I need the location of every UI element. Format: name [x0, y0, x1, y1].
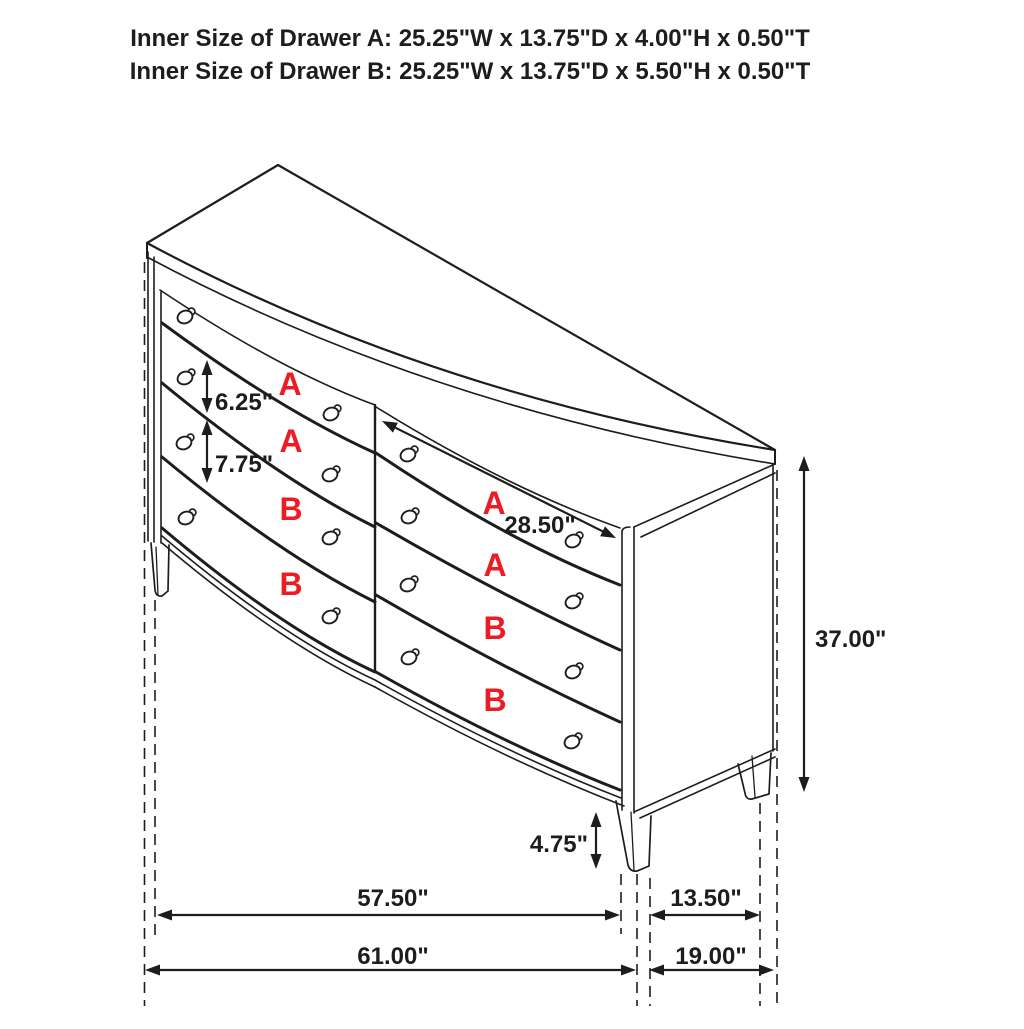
dimension-side-depth-legs — [650, 885, 760, 921]
dimension-label-side-depth-legs: 13.50" — [670, 885, 742, 912]
dresser-edge — [752, 756, 755, 797]
drawer-label-right-0: A — [482, 485, 506, 521]
dresser-edge — [641, 473, 775, 537]
drawer-knob-icon — [321, 529, 340, 546]
drawer-knob-icon — [175, 434, 194, 451]
drawer-label-left-3: B — [279, 566, 303, 602]
drawer-knob-icon — [400, 649, 419, 666]
dresser-edge — [622, 527, 630, 531]
dimension-label-drawer-width: 28.50" — [504, 512, 576, 539]
dresser-edge — [147, 243, 775, 450]
dresser-edge — [162, 457, 375, 602]
dimension-leg-height — [530, 812, 602, 869]
dresser-edge — [162, 323, 375, 453]
drawer-knob-icon — [399, 446, 418, 463]
drawer-letters — [278, 366, 506, 718]
drawer-label-right-3: B — [483, 682, 507, 718]
dimension-drawer-a-height — [202, 360, 274, 416]
dimension-drawer-b-height — [202, 420, 274, 483]
dresser-line-art — [145, 165, 778, 1006]
dimension-label-leg-height: 4.75" — [529, 831, 588, 858]
dimension-label-drawer-b-height: 7.75" — [215, 451, 274, 478]
dimension-label-total-width: 61.00" — [357, 943, 429, 970]
dresser-edge — [631, 812, 634, 870]
drawer-knob-icon — [321, 466, 340, 483]
drawer-label-left-0: A — [278, 366, 302, 402]
drawer-knob-icon — [321, 608, 340, 625]
dresser-edge — [162, 528, 375, 672]
drawer-label-right-1: A — [483, 547, 507, 583]
dimension-label-drawer-a-height: 6.25" — [215, 389, 274, 416]
drawer-knob-icon — [399, 576, 418, 593]
dresser-edge — [151, 543, 169, 596]
drawer-knob-icon — [177, 509, 196, 526]
dresser-edge — [162, 536, 375, 680]
title-line-2: Inner Size of Drawer B: 25.25"W x 13.75"D x 5.50"H x 0.50"T — [129, 58, 811, 85]
drawer-knob-icon — [564, 593, 583, 610]
drawer-label-left-2: B — [279, 491, 303, 527]
dresser-edge — [278, 165, 775, 450]
dimension-total-depth — [649, 943, 774, 976]
dimension-label-total-height: 37.00" — [815, 626, 887, 653]
dimension-front-width-legs — [157, 885, 620, 921]
drawer-knob-icon — [400, 508, 419, 525]
dimension-total-width — [145, 943, 636, 976]
dimension-label-front-width-legs: 57.50" — [357, 885, 429, 912]
title-line-1: Inner Size of Drawer A: 25.25"W x 13.75"D x 4.00"H x 0.50"T — [130, 25, 810, 52]
drawer-label-left-1: A — [279, 423, 303, 459]
drawer-label-right-2: B — [483, 610, 507, 646]
drawer-knob-icon — [176, 369, 195, 386]
dimension-label-total-depth: 19.00" — [675, 943, 747, 970]
drawer-knob-icon — [563, 733, 582, 750]
dresser-edge — [156, 547, 158, 595]
drawer-knob-icon — [176, 308, 195, 325]
dresser-edge — [634, 464, 775, 527]
dresser-edge — [162, 543, 375, 687]
drawer-knob-icon — [564, 663, 583, 680]
dresser-edge — [147, 165, 278, 243]
dimension-total-height — [799, 456, 887, 792]
drawer-knob-icon — [322, 405, 341, 422]
